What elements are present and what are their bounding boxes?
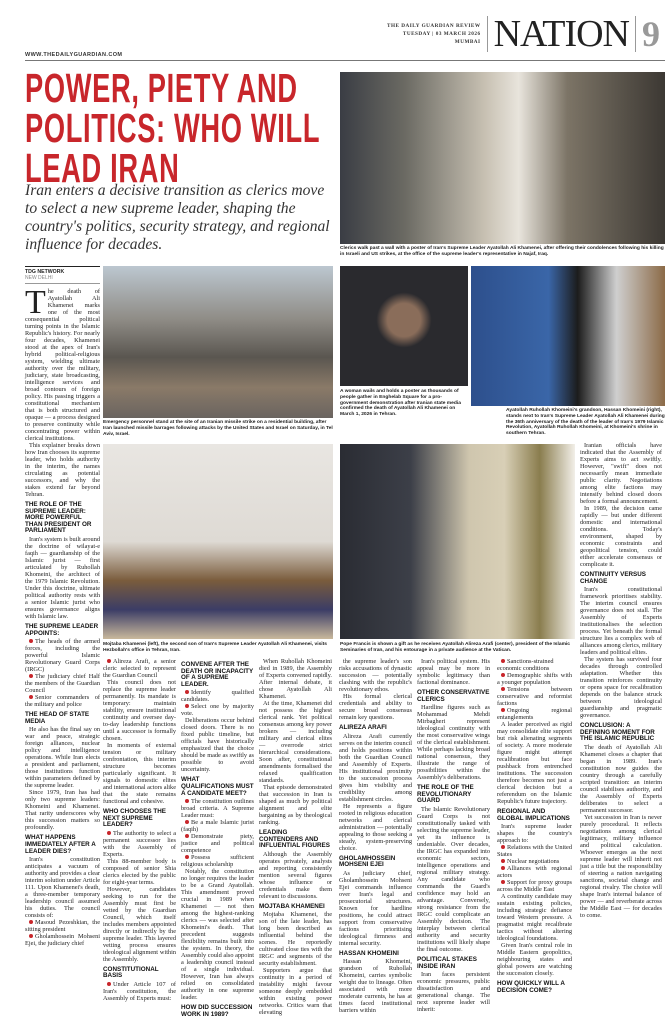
bullet-item: Demographic shifts with a younger population — [497, 672, 572, 686]
bullet-item: Identify qualified candidates. — [181, 689, 254, 704]
subheading: WHAT HAPPENS IMMEDIATELY AFTER A LEADER DIES? — [25, 834, 96, 855]
header-rule — [25, 60, 665, 61]
caption-mojtaba: Mojtaba Khamenei (left), the second son of Iran's Supreme Leader Ayatollah Ali Khamenei, visits Hezbollah's office in Tehran, Iran. — [103, 642, 328, 653]
paragraph: Yet succession in Iran is never purely procedural. It reflects negotiations among clerical legitimacy, military influence and political calculation. Whoever emerges as the next supreme leader will inherit not just a title but the responsibility of steering a nation navigating sanctions, societal change and regional rivalry. The choice will shape Iran's internal balance of power — and reverberate across the Middle East — for decades to come. — [580, 813, 662, 919]
paragraph: He represents a figure rooted in religious education networks and clerical administration — potentially appealing to those seeking a steady, system-preserving choice. — [339, 802, 412, 852]
bullet-item: The heads of the armed forces, including the powerful Islamic Revolutionary Guard Corps (IRGC) — [25, 638, 100, 674]
subheading: WHAT QUALIFICATIONS MUST A CANDIDATE MEET? — [181, 776, 254, 797]
paragraph: In 1989, the decision came rapidly — but under different domestic and international conditions. Today's environment, shaped by economic constraints and geopolitical tension, could either accelerate consensus or complicate it. — [580, 505, 662, 568]
subheading: WHO CHOOSES THE NEXT SUPREME LEADER? — [103, 808, 166, 829]
paragraph: However, candidates seeking to run for the Assembly must first be vetted by the Guardian Council, which itself includes members appointed directly or indirectly by the supreme leader. This layered vetting process ensures ideological alignment within the Assembly. — [103, 885, 176, 963]
paragraph: His formal clerical credentials and ability to secure broad consensus remain key questions. — [339, 693, 412, 721]
issue-date: TUESDAY | 03 MARCH 2026 — [402, 31, 481, 37]
paper-name: THE DAILY GUARDIAN REVIEW — [387, 23, 481, 29]
bullet-item: Support for proxy groups across the Middle East — [497, 879, 572, 894]
paragraph: Alireza Arafi currently serves on the interim council and holds positions within both the Guardian Council and Assembly of Experts. His institutional proximity to the succession process gives him visibility and credibility among establishment circles. — [339, 732, 412, 803]
bullet-item: Senior commanders of the military and police — [25, 694, 100, 709]
paragraph: This explainer breaks down how Iran chooses its supreme leader, who holds authority in the interim, the names circulating as potential successors, and why the stakes extend far beyond Tehran. — [25, 442, 100, 498]
byline — [25, 266, 100, 284]
subheading: CONTINUITY VERSUS CHANGE — [580, 571, 647, 585]
drop-cap: T — [25, 284, 46, 321]
bullet-item: Be a male Islamic jurist (faqih) — [181, 819, 254, 834]
bullet-item: Ongoing regional entanglements — [497, 707, 572, 721]
article-column-5 — [339, 658, 412, 1014]
subheading: REGIONAL AND GLOBAL IMPLICATIONS — [497, 808, 570, 822]
paragraph: Supporters argue that continuity in a period of instability might favour someone deeply embedded within existing power networks. Critics warn that elevating — [259, 967, 332, 1017]
subheading: HOW QUICKLY WILL A DECISION COME? — [497, 980, 565, 994]
photo-khomeini-shrine — [471, 266, 665, 406]
paragraph: Iran's constitution anticipates a vacuum of authority and provides a clear interim solution under Article 111. Upon Khamenei's death, a three-member temporary leadership council assumed his duties. The council consists of: — [25, 856, 100, 920]
paragraph: Notably, the constitution no longer requires the leader to be a Grand Ayatollah. This amendment proved crucial in 1989 when Khamenei — not then among the highest-ranking clerics — was selected after Khomeini's death. That precedent suggests flexibility remains built into the system. In theory, the Assembly could also appoint a leadership council instead of a single individual. However, Iran has always relied on consolidated authority in one supreme leader. — [181, 868, 254, 1002]
paragraph: Iran's political system. His appeal may be more in symbolic legitimacy than factional dominance. — [417, 658, 490, 686]
paragraph: This 88-member body is composed of senior Shia clerics elected by the public for eight-year terms. — [103, 857, 176, 886]
subheading: GHOLAMHOSSEIN MOHSENI EJEI — [339, 854, 396, 869]
bullet-item: Under Article 107 of Iran's constitution, the Assembly of Experts must: — [103, 980, 176, 1002]
subheading: HASSAN KHOMEINI — [339, 949, 399, 957]
subheading: THE ROLE OF THE SUPREME LEADER: MORE POWERFUL THAN PRESIDENT OR PARLIAMENT — [25, 501, 92, 535]
article-column-1 — [25, 284, 100, 948]
paragraph: Iran's constitutional framework prioritises stability. The interim council ensures governance does not stall. The Assembly of Experts institutionalises the selection process. Yet beneath the formal structure lies a complex web of alliances among clerics, military leaders and political elites. — [580, 586, 662, 657]
subheading: CONCLUSION: A DEFINING MOMENT FOR THE ISLAMIC REPUBLIC — [580, 722, 655, 743]
article-column-8 — [580, 442, 662, 919]
article-column-6 — [417, 658, 490, 1013]
bullet-item: Possess sufficient religious scholarship — [181, 854, 254, 869]
subheading: OTHER CONSERVATIVE CLERICS — [417, 689, 490, 703]
paragraph: Hardline figures such as Mohammad Mehdi Mirbagheri represent ideological continuity with the most conservative wings of the clerical establishment. While perhaps lacking broad national consensus, they illustrate the range of possibilities within the Assembly's deliberations. — [417, 704, 490, 782]
paragraph: Deliberations occur behind closed doors. There is no fixed public timeline, but officials have historically emphasized that the choice should be made as swiftly as possible to avoid uncertainty. — [181, 717, 254, 774]
subheading: MOJTABA KHAMENEI — [259, 902, 325, 910]
photo-missile-strike — [103, 266, 333, 418]
paragraph: In moments of external tension or military confrontation, this interim structure becomes particularly significant. It signals to domestic elites and international actors alike that the state remains functional and cohesive. — [103, 742, 176, 805]
subheading: THE ROLE OF THE REVOLUTIONARY GUARD — [417, 784, 474, 805]
deck: Iran enters a decisive transition as clerics move to select a new supreme leader, shaping the country's politics, security strategy, and regional influence for decades. — [25, 182, 330, 253]
photo-pope — [340, 444, 575, 639]
bullet-item: The judiciary chief Half the members of the Guardian Council — [25, 673, 100, 695]
bullet-item: Tensions between conservative and reformist factions — [497, 686, 572, 707]
paragraph: The death of Ayatollah Ali Khamenei closes a chapter that began in 1989. Iran's constitution now guides the country through a carefully scripted transition: an interim council stabilises authority, and the Assembly of Experts deliberates to select a permanent successor. — [580, 743, 662, 814]
paragraph: The Islamic Revolutionary Guard Corps is not constitutionally tasked with selecting the supreme leader, yet its influence is undeniable. Over decades, the IRGC has expanded into economic sectors, intelligence operations and regional military strategy. Any candidate who commands the Guard's confidence may hold an advantage. Conversely, strong resistance from the IRGC could complicate an Assembly decision. The interplay between clerical authority and security institutions will likely shape the final outcome. — [417, 805, 490, 953]
paragraph: He also has the final say on war and peace, strategic foreign alliances, nuclear policy and intelligence operations. While Iran elects a president and parliament, those institutions function within parameters defined by the supreme leader. — [25, 726, 100, 790]
bullet-item: The constitution outlines broad criteria. A Supreme Leader must: — [181, 798, 254, 820]
paragraph: Mojtaba Khamenei, the son of the late leader, has long been described as influential behind the scenes. He reportedly cultivated close ties with the IRGC and segments of the security establishment. — [259, 911, 332, 968]
article-column-2 — [103, 658, 176, 1002]
bullet-item: The authority to select a permanent successor lies with the Assembly of Experts. — [103, 829, 176, 858]
site-url[interactable]: WWW.THEDAILYGUARDIAN.COM — [25, 52, 123, 58]
bullet-item: Demonstrate piety, justice and political competence — [181, 833, 254, 855]
paragraph: At the time, Khamenei did not possess the highest clerical rank. Yet political consensus among key power brokers — including military and clerical elites — overrode strict hierarchical considerations. Soon after, constitutional amendments formalised the relaxed qualification standards. — [259, 700, 332, 784]
article-column-3 — [181, 658, 254, 1019]
subheading: LEADING CONTENDERS AND INFLUENTIAL FIGURES — [259, 829, 330, 850]
masthead-meta — [387, 22, 487, 46]
caption-poster: A woman wails and holds a poster as thousands of people gather in Enghelab Square for a pro-government demonstration after Iranian state media confirmed the death of Ayatollah Ali Khamenei on March 1, 2026 in Tehran. — [340, 389, 461, 418]
paragraph: Iran's system is built around the doctrine of wilayat-e faqih — guardianship of the Islamic jurist — first articulated by Ruhollah Khomeini, the architect of the 1979 Islamic Revolution. Under this doctrine, ultimate political authority rests with a senior Islamic jurist who ensures governance aligns with Islamic law. — [25, 535, 100, 620]
paragraph: As judiciary chief, Gholamhossein Mohseni Ejei commands influence over Iran's legal and prosecutorial structures. Known for hardline positions, he could attract support from conservative factions prioritising ideological firmness and internal security. — [339, 869, 412, 947]
paragraph: Given Iran's central role in Middle Eastern geopolitics, neighbouring states and global powers are watching the succession closely. — [497, 942, 572, 978]
subheading: ALIREZA ARAFI — [339, 724, 387, 731]
bullet-item: Relations with the United States — [497, 844, 572, 859]
paragraph: Iranian officials have indicated that the Assembly of Experts aims to act swiftly. However, "swift" does not necessarily mean immediate public clarity. Negotiations among elite factions may intensify behind closed doors before a formal announcement. — [580, 442, 662, 505]
page-number: 9 — [642, 14, 660, 54]
photo-clerics-najaf — [340, 72, 665, 244]
paragraph: Iran's supreme leader shapes the country's approach to: — [497, 823, 572, 845]
caption-pope: Pope Francis is shown a gift as he receives Ayatollah Alireza Arafi (center), president of the Islamic Seminaries of Iran, and his entourage in a private audience at the Vatican. — [340, 642, 571, 653]
bullet-item: Nuclear negotiations — [497, 858, 572, 865]
photo-mojtaba — [103, 444, 333, 639]
caption-strike: Emergency personnel stand at the site of an Iranian missile strike on a residential building, after Iran launched missile barrages following attacks by the United States and Israel on Saturday, in Tel Aviv, Israel. — [103, 420, 333, 437]
issue-city: MUMBAI — [454, 39, 481, 45]
article-column-4 — [259, 658, 332, 1016]
article-column-7 — [497, 658, 572, 995]
paragraph: This council does not replace the supreme leader permanently. Its mandate is temporary: maintain stability, ensure institutional continuity and oversee day-to-day leadership functions until a successor is formally chosen. — [103, 679, 176, 742]
section-title: NATION — [493, 13, 629, 55]
paragraph: Although the Assembly operates privately, analysts and reporting consistently mention several figures whose influence or credentials make them relevant to discussions. — [259, 850, 332, 900]
subheading: CONSTITUTIONAL BASIS — [103, 965, 159, 980]
masthead — [387, 10, 660, 58]
byline-name: TDG NETWORK — [25, 269, 65, 275]
bullet-item: Alireza Arafi, a senior cleric selected to represent the Guardian Council — [103, 658, 176, 679]
bullet-item: Sanctions-strained economic conditions — [497, 658, 572, 672]
subheading: CONVENE AFTER THE DEATH OR INCAPACITY OF A SUPREME LEADER. — [181, 661, 254, 688]
paragraph: When Ruhollah Khomeini died in 1989, the Assembly of Experts convened rapidly. After internal debate, it chose Ayatollah Ali Khamenei. — [259, 658, 332, 700]
bullet-item: Alliances with regional actors — [497, 865, 572, 880]
caption-grandson: Ayatollah Ruhollah Khomeini's grandson, Hassan Khomeini (right), stands next to Iran's Supreme Leader Ayatollah Ali Khamenei during the 36th anniversary of the death of the leader of Iran's 1979 Islamic Revolution, Ayatollah Ruhollah Khomeini, at Khomeini's shrine in southern Tehran. — [506, 408, 665, 437]
paragraph: The system has survived four decades through controlled adaptation. Whether this transition reinforces continuity or opens space for recalibration depends on the balance struck between ideological guardianship and pragmatic governance. — [580, 656, 662, 720]
paragraph: That episode demonstrated that succession in Iran is shaped as much by political alignment and elite bargaining as by theological ranking. — [259, 784, 332, 826]
paragraph: the supreme leader's son risks accusations of dynastic succession — potentially clashing with the republic's revolutionary ethos. — [339, 658, 412, 693]
paragraph: Hassan Khomeini, grandson of Ruhollah Khomeini, carries symbolic weight due to lineage. Often associated with more moderate currents, he has at times faced institutional barriers within — [339, 958, 412, 1015]
byline-city: NEW DELHI — [25, 275, 53, 281]
paragraph: A continuity candidate may sustain existing policies, including strategic defiance toward Western pressure. A pragmatist might recalibrate tactics without altering ideological foundations. — [497, 893, 572, 943]
caption-top: Clerics walk past a wall with a poster of Iran's Supreme Leader Ayatollah Ali Khamenei, after offering their condolences following his killing in Israeli and US strikes, at the office of the supreme leader's representative in Najaf, Iraq. — [340, 246, 664, 257]
photo-poster-woman — [340, 266, 468, 386]
subheading: THE SUPREME LEADER APPOINTS: — [25, 622, 99, 637]
subheading: THE HEAD OF STATE MEDIA — [25, 711, 90, 725]
subheading: POLITICAL STAKES INSIDE IRAN — [417, 955, 477, 970]
paragraph: Iran faces persistent economic pressures, public dissatisfaction and generational change. The next supreme leader will inherit: — [417, 971, 490, 1014]
subheading: HOW DID SUCCESSION WORK IN 1989? — [181, 1004, 253, 1018]
headline: POWER, PIETY AND POLITICS: WHO WILL LEAD IRAN — [25, 65, 320, 191]
bullet-item: Gholamhossein Mohseni Ejei, the judiciary chief — [25, 933, 100, 948]
paragraph — [25, 284, 100, 442]
paragraph: A leader perceived as rigid may consolidate elite support but risk alienating segments of society. A more moderate figure might attempt recalibration but face pushback from entrenched institutions. The succession therefore becomes not just a clerical decision but a referendum on the Islamic Republic's future trajectory. — [497, 721, 572, 805]
bullet-item: Select one by majority vote. — [181, 703, 254, 718]
paragraph-text: he death of Ayatollah Ali Khamenei marks one of the most consequential political turning points in the Islamic Republic's history. For nearly four decades, Khamenei stood at the apex of Iran's hybrid political-religious system, wielding ultimate authority over the military, judiciary, state broadcasting, intelligence services and broad contours of foreign policy. His passing triggers a constitutional mechanism that is both structured and opaque — a process designed to preserve continuity while concentrating power within clerical institutions. — [25, 288, 100, 442]
bullet-item: Masoud Pezeshkian, the sitting president — [25, 919, 100, 934]
paragraph: Since 1979, Iran has had only two supreme leaders: Khomeini and Khamenei. That rarity underscores why this succession matters so profoundly. — [25, 789, 100, 832]
